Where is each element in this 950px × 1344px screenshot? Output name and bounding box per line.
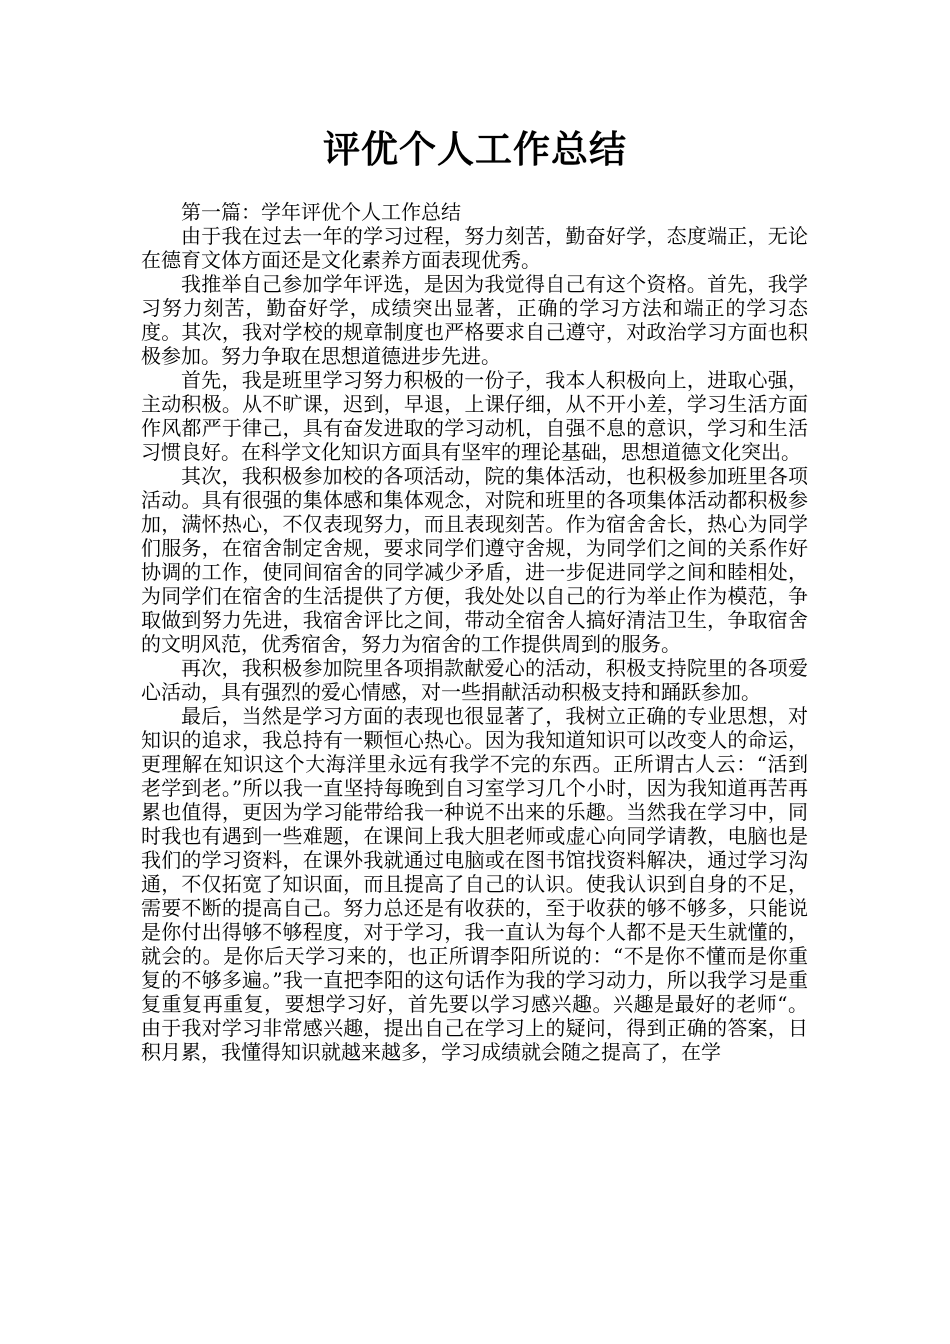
section-heading: 第一篇：学年评优个人工作总结 [181,200,461,224]
document-title: 评优个人工作总结 [323,128,627,171]
paragraph: 再次，我积极参加院里各项捐款献爱心的活动，积极支持院里的各项爱心活动，具有强烈的爱心情感，对一些捐献活动积极支持和踊跃参加。 [141,656,808,704]
document-body [141,200,808,1064]
paragraph: 由于我在过去一年的学习过程，努力刻苦，勤奋好学，态度端正，无论在德育文体方面还是文化素养方面表现优秀。 [141,224,808,272]
paragraph: 其次，我积极参加校的各项活动，院的集体活动，也积极参加班里各项活动。具有很强的集体感和集体观念，对院和班里的各项集体活动都积极参加，满怀热心，不仅表现努力，而且表现刻苦。作为宿舍舍长，热心为同学们服务，在宿舍制定舍规，要求同学们遵守舍规，为同学们之间的关系作好协调的工作，使同间宿舍的同学减少矛盾，进一步促进同学之间和睦相处，为同学们在宿舍的生活提供了方便，我处处以自己的行为举止作为模范，争取做到努力先进，我宿舍评比之间，带动全宿舍人搞好清洁卫生，争取宿舍的文明风范，优秀宿舍，努力为宿舍的工作提供周到的服务。 [141,464,808,656]
paragraph: 最后，当然是学习方面的表现也很显著了，我树立正确的专业思想，对知识的追求，我总持有一颗恒心热心。因为我知道知识可以改变人的命运，更理解在知识这个大海洋里永远有我学不完的东西。正所谓古人云：“活到老学到老。”所以我一直坚持每晚到自习室学习几个小时，因为我知道再苦再累也值得，更因为学习能带给我一种说不出来的乐趣。当然我在学习中，同时我也有遇到一些难题，在课间上我大胆老师或虚心向同学请教，电脑也是我们的学习资料，在课外我就通过电脑或在图书馆找资料解决，通过学习沟通，不仅拓宽了知识面，而且提高了自己的认识。使我认识到自身的不足，需要不断的提高自己。努力总还是有收获的，至于收获的够不够多，只能说是你付出得够不够程度，对于学习，我一直认为每个人都不是天生就懂的，就会的。是你后天学习来的，也正所谓李阳所说的：“不是你不懂而是你重复的不够多遍。”我一直把李阳的这句话作为我的学习动力，所以我学习是重复重复再重复，要想学习好，首先要以学习感兴趣。兴趣是最好的老师“。由于我对学习非常感兴趣，提出自己在学习上的疑问，得到正确的答案，日积月累，我懂得知识就越来越多，学习成绩就会随之提高了，在学 [141,704,808,1064]
paragraph: 首先，我是班里学习努力积极的一份子，我本人积极向上，进取心强，主动积极。从不旷课，迟到，早退，上课仔细，从不开小差，学习生活方面作风都严于律己，具有奋发进取的学习动机，自强不息的意识，学习和生活习惯良好。在科学文化知识方面具有坚牢的理论基础，思想道德文化突出。 [141,368,808,464]
paragraph: 我推举自己参加学年评选，是因为我觉得自己有这个资格。首先，我学习努力刻苦，勤奋好学，成绩突出显著，正确的学习方法和端正的学习态度。其次，我对学校的规章制度也严格要求自己遵守，对政治学习方面也积极参加。努力争取在思想道德进步先进。 [141,272,808,368]
